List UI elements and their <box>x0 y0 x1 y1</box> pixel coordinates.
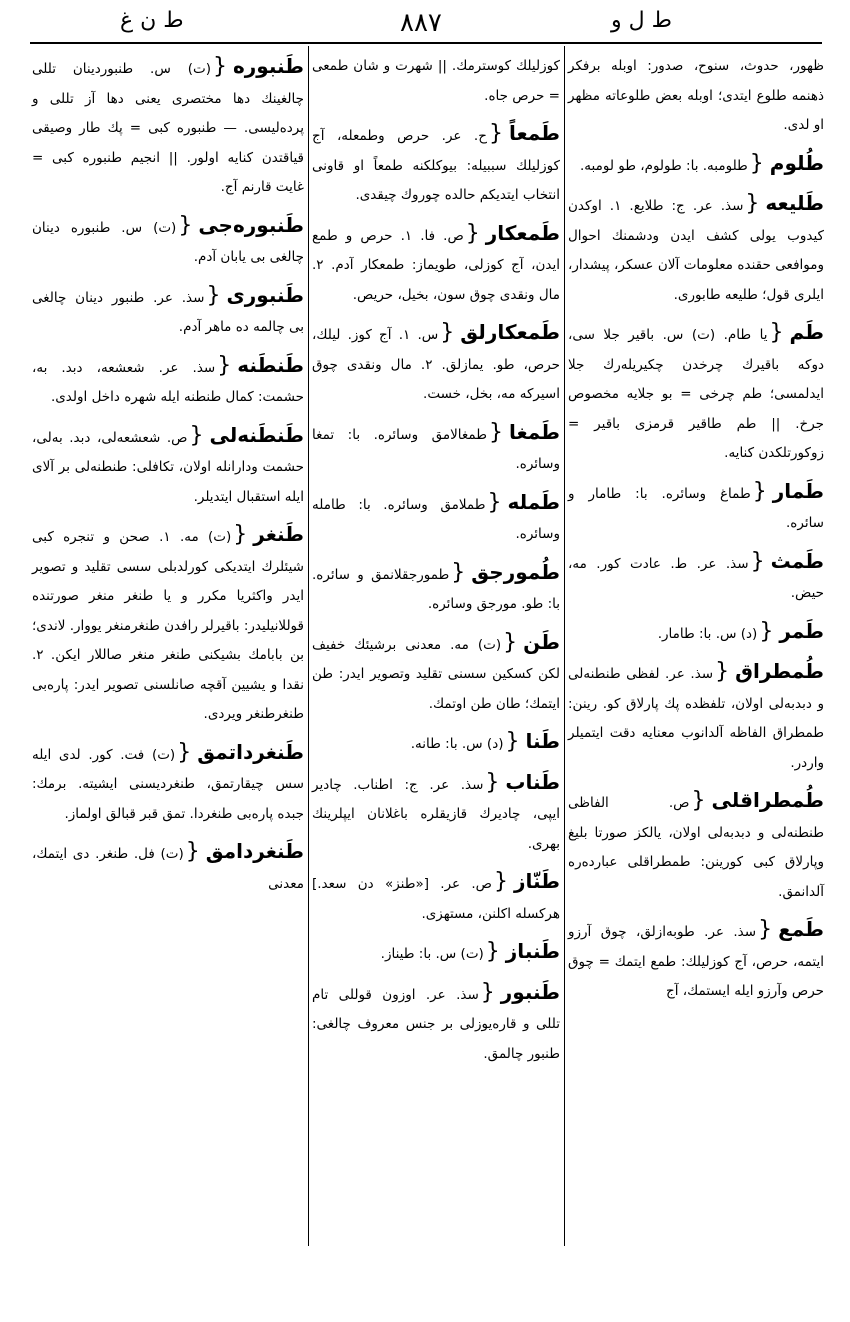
dictionary-entry <box>568 477 824 539</box>
entry-definition: سذ. عر. ج: اطناب. چادير ايپی، چاديرك قازيقلره باغلانان ايپلرينك بهری. <box>312 776 560 852</box>
entry-headword: طُمطراقلی <box>711 788 824 812</box>
entry-definition: ص. الفاظی طنطنه‌لی و دبدبه‌لی اولان، يالكز صورتا بليغ وپارلاق كبی كورينن: طمطراقلی عبارده‌ره آلدانمق. <box>568 795 824 900</box>
entry-headword: طَنبوره <box>232 54 304 78</box>
dictionary-entry <box>32 520 304 730</box>
entry-definition: سذ. عر. طنبور دينان چالغی بی چالمه ده ماهر آدم. <box>32 289 304 335</box>
entry-brace: { <box>451 559 466 585</box>
dictionary-entry <box>32 837 304 899</box>
dictionary-entry <box>312 52 560 111</box>
entry-brace: { <box>233 522 248 547</box>
entry-headword: طَمار <box>772 478 824 503</box>
entry-definition: ص. شعشعه‌لی، دبد. به‌لی، حشمت ودارانله اولان، تكافلی: طنطنه‌لی بر آلای ايله استقبال ايتديلر. <box>32 429 304 505</box>
entry-definition: ص. فا. ۱. حرص و طمع ايدن، آج كوزلی، طويماز: طمعكار آدم. ۲. مال ونقدی چوق سون، بخيل، حريص. <box>312 227 560 303</box>
entry-definition: (ت) مه. ۱. صحن و تنجره كبی شيئلرك ايتديكی كورلدبلی سسی تقليد و تصوير ايدر واكثريا مكرر و يا طنغر منغر صورتنده قوللانيليدر: باقيرلر رافدن طنغرمنغر يووار. لاندی؛ بن بابامك بشيكنی طنغر منغر صاللار ايكن. ۲. نقدا و يشيين آقچه صانلسنی تصوير ايدر: پاره‌بی طنغرطنغر ويردی. <box>32 529 304 722</box>
entry-brace: { <box>750 548 765 574</box>
entry-headword: طَنغر <box>253 522 304 546</box>
entry-headword: طَمر <box>779 618 824 643</box>
entry-brace: { <box>440 320 455 345</box>
header-letters-right: ط ل و <box>611 8 672 33</box>
entry-brace: { <box>178 212 193 238</box>
entry-headword: طَنباز <box>505 939 560 963</box>
entry-headword: طُمورجق <box>471 559 560 584</box>
entry-headword: طَمغا <box>508 419 560 444</box>
dictionary-entry <box>312 937 560 970</box>
entry-headword: طَمله <box>507 489 560 514</box>
entry-definition: يا طام. (ت) س. باقير جلا سی، دوكه باقيرك چرخدن چكيريله‌رك جلا ايدلمسی؛ طم چرخی = بو جلايه مخصوص جرخ. || طم طاقير قرمزی باقير = زوكورتلكدن كنايه. <box>568 327 824 461</box>
dictionary-entry <box>32 738 304 830</box>
dictionary-entry <box>312 628 560 720</box>
dictionary-entry <box>312 488 560 550</box>
entry-definition: كوزلیلك كوسترمك. || شهرت و شان طمعی = حرص جاه. <box>312 58 560 104</box>
column-divider-right <box>564 46 565 1246</box>
entry-brace: { <box>745 191 760 216</box>
dictionary-entry <box>32 351 304 413</box>
entry-definition: سذ. عر. ج: طلايع. ۱. اوكدن كيدوب يولی كشف ايدن ودشمنك احوال وموافعی حقنده معلومات آلان عسكر، پيشدار، ايلری قول؛ طليعه طابوری. <box>568 198 824 303</box>
entry-brace: { <box>485 939 500 964</box>
entry-headword: طَمث <box>770 548 824 573</box>
entry-definition: طملامق وسائره. با: طامله وسائره. <box>312 496 560 542</box>
entry-headword: طَنغرداتمق <box>197 739 304 764</box>
dictionary-entry <box>568 318 824 469</box>
dictionary-entry <box>312 727 560 760</box>
entry-brace: { <box>503 629 518 655</box>
dictionary-entry <box>312 418 560 480</box>
entry-brace: { <box>485 769 500 795</box>
dictionary-entry <box>312 867 560 929</box>
entry-brace: { <box>465 220 480 246</box>
entry-headword: طَنا <box>525 729 560 753</box>
dictionary-entry <box>32 52 304 203</box>
dictionary-entry <box>312 978 560 1070</box>
entry-brace: { <box>177 739 192 765</box>
dictionary-entry <box>32 421 304 513</box>
entry-brace: { <box>505 729 520 754</box>
entry-headword: طَناب <box>505 769 560 794</box>
page-header <box>30 4 822 40</box>
entry-brace: { <box>480 979 495 1005</box>
entry-definition: (ت) س. با: طيناز. <box>380 946 484 962</box>
entry-definition: طلومبه. با: طولوم، طو لومبه. <box>580 157 748 174</box>
entry-definition: سذ. عر. ط. عادت كور. مه، حيض. <box>568 555 824 601</box>
entry-definition: طمغالامق وسائره. با: تمغا وسائره. <box>312 426 560 472</box>
dictionary-entry <box>568 52 824 141</box>
entry-headword: طَنبور <box>500 979 560 1004</box>
entry-definition: طمورجقلانمق و سائره. با: طو. مورجق وسائره. <box>312 566 560 612</box>
entry-headword: طَمعاً <box>508 121 560 145</box>
entry-brace: { <box>185 839 200 864</box>
entry-headword: طُلوم <box>769 150 824 175</box>
header-rule <box>30 42 822 44</box>
entry-headword: طَنبوری <box>226 282 304 307</box>
entry-definition: (ت) مه. معدنی برشيئك خفيف لكن كسكين سسنی تقليد وتصوير ايدر: طن ايتمك؛ طان طن اوتمك. <box>312 636 560 712</box>
dictionary-entry <box>568 547 824 609</box>
dictionary-entry <box>312 219 560 311</box>
dictionary-entry <box>568 915 824 1007</box>
entry-headword: طَنّاز <box>513 869 560 893</box>
dictionary-entry <box>32 211 304 273</box>
entry-definition: س. ۱. آج كوز. لیلك، حرص، طو. يمازلق. ۲. مال ونقدی چوق اسيركه مه، بخل، خست. <box>312 327 561 402</box>
entry-definition: (ت) س. طنبوردينان تللی چالغينك دها مختصری يعنی دها آز تللی و پرده‌ليسی. — طنبوره كبی = پك طار وصيقی قياقتدن كنايه اولور. || انجيم طنبوره كبی = غايت قارنم آج. <box>32 61 304 195</box>
entry-headword: طَنطَنه‌لی <box>209 422 304 447</box>
entry-brace: { <box>769 320 784 345</box>
entry-brace: { <box>206 282 221 308</box>
entry-definition: (د) س. با: طانه. <box>410 736 504 752</box>
dictionary-entry <box>568 786 824 907</box>
entry-headword: طَمعكارلق <box>460 320 561 344</box>
entry-brace: { <box>488 419 503 445</box>
entry-definition: سذ. عر. اوزون قوللی تام تللی و قاره‌يوزلی بر جنس معروف چالغی: طنبور چالمق. <box>312 986 560 1062</box>
entry-brace: { <box>759 618 774 644</box>
entry-definition: سذ. عر. لفظی طنطنه‌لی و دبدبه‌لی اولان، تلفظده پك پارلاق كو. رينن: طمطراق الفاظه آلدانوب معنايه دقت ايتميلر واردر. <box>568 666 824 771</box>
entry-definition: (ت) فت. كور. لدی ايله سس چيقارتمق، طنغرديسنی ايشيته. برمك: جبده پاره‌بی طنغردا. تمق قبر قبالق اولماز. <box>32 746 304 822</box>
entry-definition: (ت) س. طنبوره دينان چالغی بی يابان آدم. <box>32 219 304 265</box>
entry-definition: سذ. عر. شعشعه، دبد. به، حشمت: كمال طنطنه ايله شهره داخل اولدی. <box>32 359 304 405</box>
dictionary-entry <box>312 318 560 410</box>
entry-definition: ظهور، حدوث، سنوح، صدور: اوبله برفكر ذهنمه طلوع ایتدی؛ اوبله بعض طلوعاته مظهر او لدی. <box>568 58 824 133</box>
entry-headword: طَمع <box>778 917 824 941</box>
entry-definition: (د) س. با: طامار. <box>657 625 758 642</box>
column-right <box>568 52 824 1015</box>
entry-definition: ص. عر. [«طنز» دن سعد.] هركسله اكلنن، مستهزی. <box>312 876 560 922</box>
dictionary-entry <box>568 617 824 650</box>
entry-headword: طَمعكار <box>485 220 560 245</box>
entry-brace: { <box>189 422 204 448</box>
entry-headword: طَنبوره‌جی <box>198 212 304 237</box>
entry-brace: { <box>715 659 730 684</box>
entry-brace: { <box>212 54 227 79</box>
entry-brace: { <box>758 917 773 942</box>
entry-brace: { <box>217 352 232 378</box>
dictionary-entry <box>568 189 824 310</box>
entry-brace: { <box>493 869 508 894</box>
entry-definition: ح. عر. حرص وطمعله، آج كوزلیلك سببيله: بيوكلكنه طمعاً او قاونی انتخاب ايتديكم حالده چوروك چيقدی. <box>312 128 560 203</box>
dictionary-entry <box>568 149 824 182</box>
dictionary-entry <box>568 657 824 778</box>
column-middle <box>312 52 560 1077</box>
entry-headword: طَن <box>523 629 560 654</box>
entry-brace: { <box>752 478 767 504</box>
entry-brace: { <box>691 788 706 813</box>
column-left <box>32 52 304 907</box>
dictionary-entry <box>32 281 304 343</box>
entry-definition: (ت) فل. طنغر. دی ايتمك، معدنی <box>32 846 304 892</box>
column-divider-left <box>308 46 309 1246</box>
entry-headword: طَم <box>789 320 824 344</box>
entry-headword: طَنطَنه <box>237 352 304 377</box>
entry-headword: طَليعه <box>765 191 824 215</box>
entry-definition: سذ. عر. طوبه‌ازلق، چوق آرزو ايتمه، حرص، آج كوزلیلك: طمع ايتمك = چوق حرص وآرزو ايله ايستمك، آج <box>568 924 824 999</box>
dictionary-entry <box>312 558 560 620</box>
page-number: ۸۸۷ <box>400 8 442 38</box>
entry-brace: { <box>488 121 503 146</box>
entry-brace: { <box>487 489 502 515</box>
header-letters-left: ط ن غ <box>120 8 184 33</box>
dictionary-entry <box>312 119 560 211</box>
dictionary-entry <box>312 768 560 860</box>
entry-headword: طُمطراق <box>735 659 824 683</box>
entry-headword: طَنغردامق <box>205 839 304 863</box>
entry-definition: طماغ وسائره. با: طامار و سائره. <box>568 485 824 531</box>
entry-brace: { <box>749 150 764 176</box>
